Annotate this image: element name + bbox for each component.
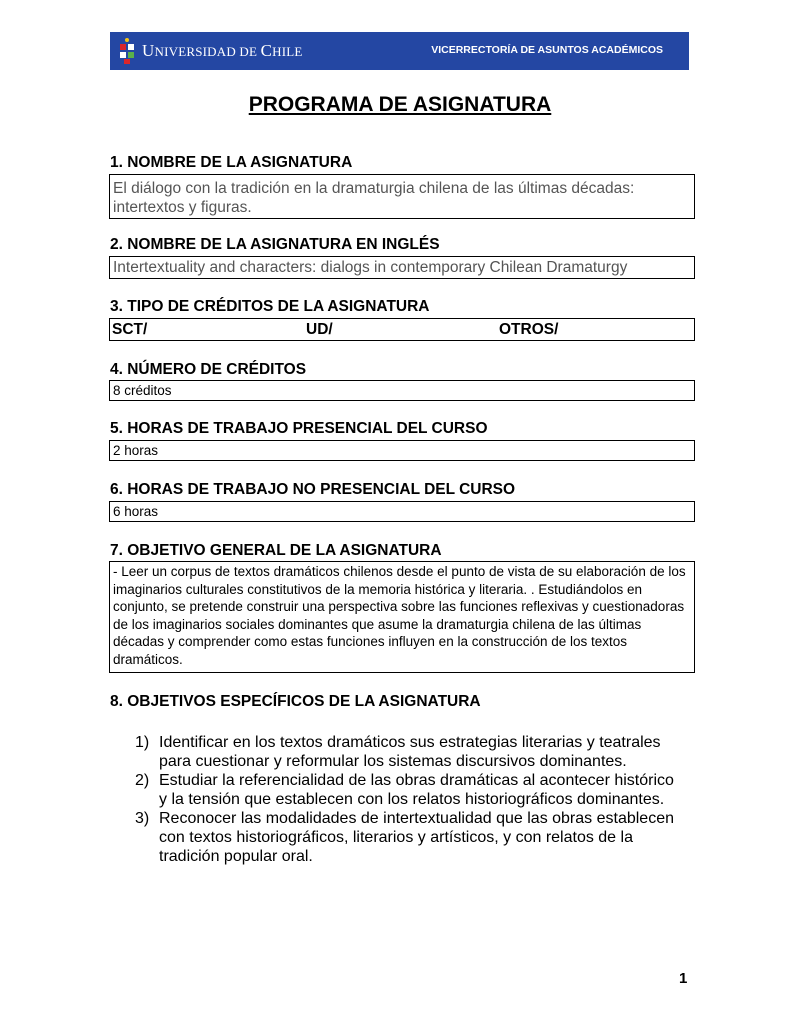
university-name: UNIVERSIDAD DE CHILE	[142, 41, 303, 60]
section-1-box: El diálogo con la tradición en la dramaturgia chilena de las últimas décadas: intertextos y figuras.	[109, 174, 695, 219]
section-1-heading: 1. NOMBRE DE LA ASIGNATURA	[110, 154, 353, 171]
section-8-heading: 8. OBJETIVOS ESPECÍFICOS DE LA ASIGNATURA	[110, 693, 481, 710]
list-item: 1) Identificar en los textos dramáticos sus estrategias literarias y teatrales para cuestionar y reformular los sistemas discursivos dominantes.	[135, 734, 661, 770]
section-5-box: 2 horas	[109, 440, 695, 461]
credit-type-ud: UD/	[306, 321, 333, 338]
section-2-box: Intertextuality and characters: dialogs in contemporary Chilean Dramaturgy	[109, 256, 695, 279]
section-4-heading: 4. NÚMERO DE CRÉDITOS	[110, 361, 307, 378]
page-title: PROGRAMA DE ASIGNATURA	[248, 93, 552, 116]
section-7-heading: 7. OBJETIVO GENERAL DE LA ASIGNATURA	[110, 542, 442, 559]
specific-objectives-list	[135, 733, 675, 866]
section-3-box	[109, 318, 695, 341]
section-7-box: - Leer un corpus de textos dramáticos chilenos desde el punto de vista de su elaboración de los imaginarios culturales constitutivos de la memoria histórica y literaria. . Estudiándolos en conjunto, se pretende construir una perspectiva sobre las funciones reflexivas y cuestionadoras de los imaginarios sociales dominantes que asume la dramaturgia chilena de las últimas décadas y comprender como estas funciones influyen en la construcción de los textos dramáticos.	[109, 561, 695, 673]
list-item: 3) Reconocer las modalidades de intertextualidad que las obras establecen con textos historiográficos, literarios y artísticos, y con relatos de la tradición popular oral.	[135, 810, 674, 865]
section-3-heading: 3. TIPO DE CRÉDITOS DE LA ASIGNATURA	[110, 298, 430, 315]
section-6-heading: 6. HORAS DE TRABAJO NO PRESENCIAL DEL CURSO	[110, 481, 516, 498]
university-logo	[116, 36, 138, 66]
list-item: 2) Estudiar la referencialidad de las obras dramáticas al acontecer histórico y la tensión que establecen con los relatos historiográficos dominantes.	[135, 772, 674, 808]
section-6-box: 6 horas	[109, 501, 695, 522]
section-4-box: 8 créditos	[109, 380, 695, 401]
header-banner	[110, 32, 689, 70]
section-2-heading: 2. NOMBRE DE LA ASIGNATURA EN INGLÉS	[110, 236, 440, 253]
credit-type-otros: OTROS/	[499, 321, 559, 338]
credit-type-sct: SCT/	[112, 321, 148, 338]
section-5-heading: 5. HORAS DE TRABAJO PRESENCIAL DEL CURSO	[110, 420, 488, 437]
page-number: 1	[679, 970, 688, 987]
vicerrectoria-label: VICERRECTORÍA DE ASUNTOS ACADÉMICOS	[431, 44, 663, 56]
